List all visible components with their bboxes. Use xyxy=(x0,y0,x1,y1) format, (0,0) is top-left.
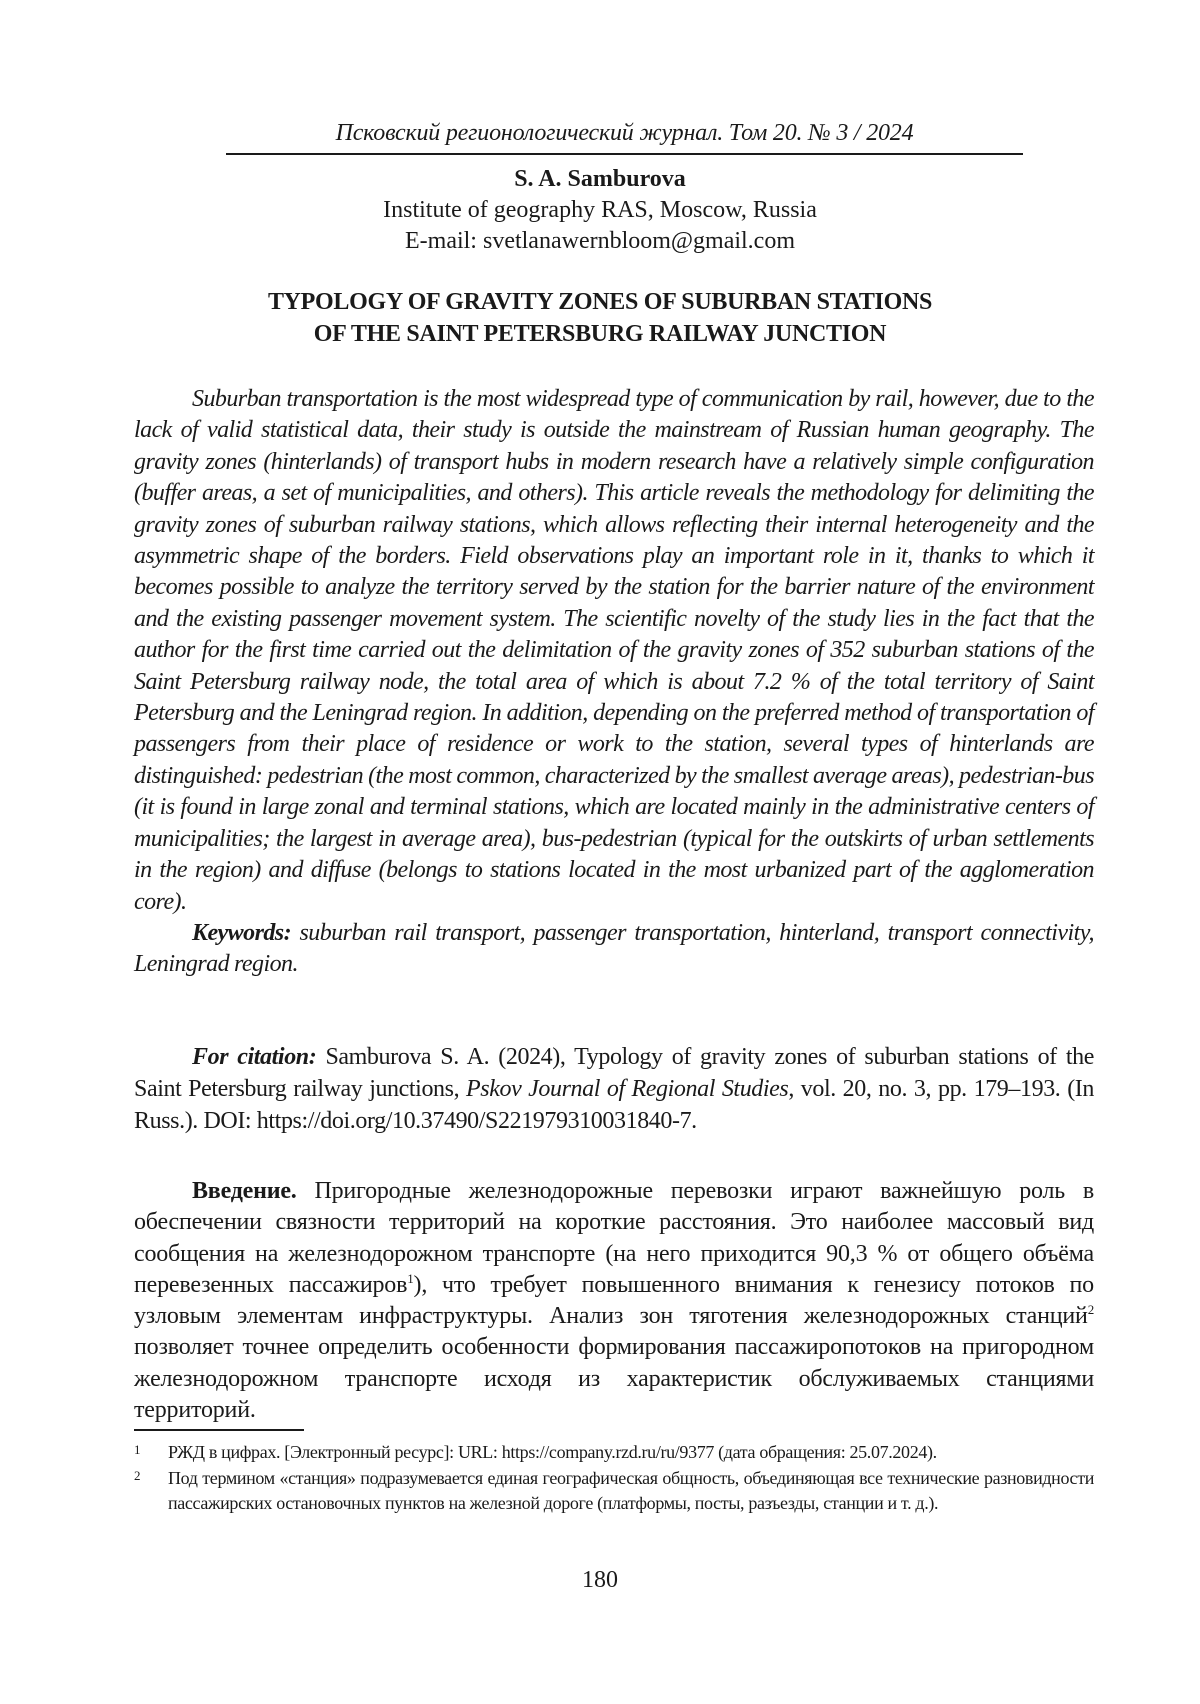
citation-journal: Pskov Journal of Regional Studies xyxy=(466,1076,789,1102)
keywords-label: Keywords: xyxy=(192,919,292,946)
intro-part-3: позволяет точнее определить особенности формирования пассажиропотоков на пригородном железнодорожном транспорте исходя из характеристик обслуживаемых станциями территорий. xyxy=(134,1334,1094,1424)
keywords-list: suburban rail transport, passenger transportation, hinterland, transport connectivity, Leningrad region. xyxy=(134,919,1094,978)
citation xyxy=(134,1041,1094,1137)
intro-heading: Введение. xyxy=(192,1178,297,1204)
abstract-text: Suburban transportation is the most widespread type of communication by rail, however, due to the lack of valid statistical data, their study is outside the mainstream of Russian human geography. The gravity zones (hinterlands) of transport hubs in modern research have a relatively simple configuration (buffer areas, a set of municipalities, and others). This article reveals the methodology for delimiting the gravity zones of suburban railway stations, which allows reflecting their internal heterogeneity and the asymmetric shape of the borders. Field observations play an important role in it, thanks to which it becomes possible to analyze the territory served by the station for the barrier nature of the environment and the existing passenger movement system. The scientific novelty of the study lies in the fact that the author for the first time carried out the delimitation of the gravity zones of 352 suburban stations of the Saint Petersburg railway node, the total area of which is about 7.2 % of the total territory of Saint Petersburg and the Leningrad region. In addition, depending on the preferred method of transportation of passengers from their place of residence or work to the station, several types of hinterlands are distinguished: pedestrian (the most common, characterized by the smallest average areas), pedestrian-bus (it is found in large zonal and terminal stations, which are located mainly in the administrative centers of municipalities; the largest in average area), bus-pedestrian (typical for the outskirts of urban settlements in the region) and diffuse (belongs to stations located in the most urbanized part of the agglomeration core). xyxy=(134,386,1094,915)
intro-part-2: ), что требует повышенного внимания к генезису потоков по узловым элементам инфраструктуры. Анализ зон тяготения железнодорожных станций xyxy=(134,1271,1094,1330)
citation-block xyxy=(134,1041,1094,1137)
footnote-2 xyxy=(134,1466,1094,1517)
footnotes xyxy=(134,1440,1094,1517)
intro-paragraph xyxy=(134,1176,1094,1426)
author-name: S. A. Samburova xyxy=(514,166,686,192)
title-line-2: OF THE SAINT PETERSBURG RAILWAY JUNCTION xyxy=(313,321,887,347)
title-line-1: TYPOLOGY OF GRAVITY ZONES OF SUBURBAN STATIONS xyxy=(267,289,933,315)
header-rule xyxy=(226,153,1023,155)
footnote-rule xyxy=(134,1429,304,1431)
keywords xyxy=(134,918,1094,981)
footnote-1 xyxy=(134,1440,1094,1466)
author-affiliation: Institute of geography RAS, Moscow, Russia xyxy=(383,197,817,223)
footnote-ref-2[interactable]: 2 xyxy=(1087,1302,1094,1318)
citation-text-after: , vol. 20, no. 3, pp. 179–193. (In Russ.). DOI: https://doi.org/10.37490/S221979310031840-7. xyxy=(134,1076,1095,1134)
intro-part-1: Пригородные железнодорожные перевозки играют важнейшую роль в обеспечении связности территорий на короткие расстояния. Это наиболее массовый вид сообщения на железнодорожном транспорте (на него приходится 90,3 % от общего объёма перевезенных пассажиров xyxy=(134,1178,1094,1298)
footnote-number: 2 xyxy=(134,1467,141,1483)
footnote-ref-1[interactable]: 1 xyxy=(407,1270,414,1286)
page-number: 180 xyxy=(582,1567,618,1593)
author-block xyxy=(0,164,1200,257)
footnote-text: Под термином «станция» подразумевается единая географическая общность, объединяющая все технические разновидности пассажирских остановочных пунктов на железной дороге (платформы, посты, разъезды, станции и т. д.). xyxy=(168,1467,1094,1513)
author-email: E-mail: svetlanawernbloom@gmail.com xyxy=(405,228,795,254)
abstract xyxy=(134,384,1094,981)
citation-text-before: Samburova S. A. (2024), Typology of gravity zones of suburban stations of the Saint Petersburg railway junctions, xyxy=(134,1044,1095,1102)
article-title xyxy=(0,286,1200,350)
footnote-number: 1 xyxy=(134,1442,141,1457)
running-head: Псковский регионологический журнал. Том 20. № 3 / 2024 xyxy=(335,120,914,146)
footnote-text: РЖД в цифрах. [Электронный ресурс]: URL: https://company.rzd.ru/ru/9377 (дата обращения: 25.07.2024). xyxy=(168,1442,937,1462)
citation-label: For citation: xyxy=(192,1044,317,1070)
introduction xyxy=(134,1176,1094,1426)
